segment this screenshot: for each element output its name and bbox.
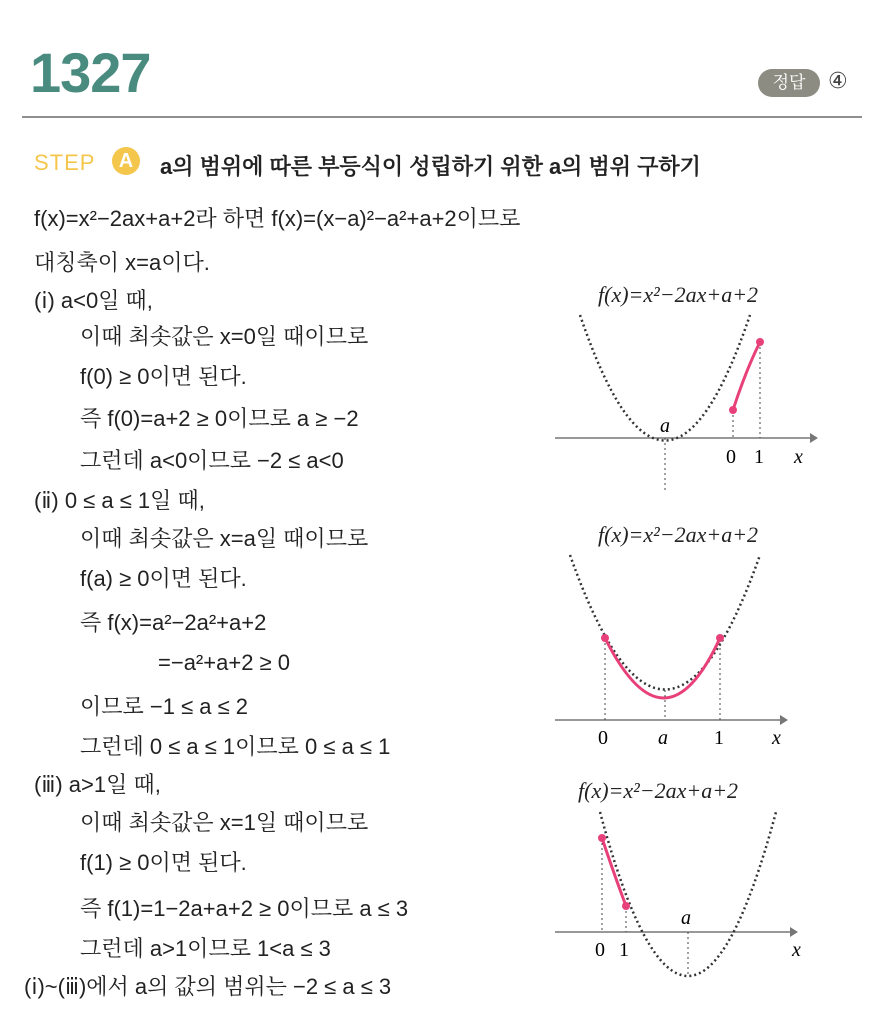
label-a: a bbox=[658, 727, 668, 749]
solution-line: f(1) ≥ 0이면 된다. bbox=[80, 850, 247, 875]
graph-3-title: f(x)=x²−2ax+a+2 bbox=[578, 778, 739, 803]
point-f0 bbox=[601, 634, 609, 642]
label-0: 0 bbox=[595, 939, 605, 961]
graph-3 bbox=[550, 802, 850, 1002]
label-0: 0 bbox=[598, 727, 608, 749]
label-1: 1 bbox=[754, 446, 764, 468]
highlighted-segment bbox=[733, 342, 760, 410]
point-f1 bbox=[716, 634, 724, 642]
solution-line: =−a²+a+2 ≥ 0 bbox=[158, 650, 290, 675]
solution-line: 이때 최솟값은 x=0일 때이므로 bbox=[80, 324, 369, 349]
solution-line: 대칭축이 x=a이다. bbox=[34, 250, 210, 275]
label-1: 1 bbox=[619, 939, 629, 961]
solution-line: 이때 최솟값은 x=1일 때이므로 bbox=[80, 810, 369, 835]
label-0: 0 bbox=[726, 446, 736, 468]
solution-line: 그런데 a>1이므로 1<a ≤ 3 bbox=[80, 936, 331, 961]
solution-line: f(x)=x²−2ax+a+2라 하면 f(x)=(x−a)²−a²+a+2이므로 bbox=[34, 206, 521, 231]
solution-line: f(0) ≥ 0이면 된다. bbox=[80, 364, 247, 389]
x-axis-arrow bbox=[810, 433, 818, 443]
graph-2-title: f(x)=x²−2ax+a+2 bbox=[598, 522, 759, 547]
solution-line: 즉 f(0)=a+2 ≥ 0이므로 a ≥ −2 bbox=[80, 406, 359, 431]
parabola-curve bbox=[570, 555, 760, 690]
graph-1-title: f(x)=x²−2ax+a+2 bbox=[598, 282, 759, 307]
point-f0 bbox=[729, 406, 737, 414]
solution-line: 즉 f(x)=a²−2a²+a+2 bbox=[80, 610, 267, 635]
point-f1 bbox=[756, 338, 764, 346]
point-f1 bbox=[622, 902, 630, 910]
label-a: a bbox=[681, 907, 691, 929]
highlighted-segment bbox=[602, 838, 626, 906]
solution-line: 즉 f(1)=1−2a+a+2 ≥ 0이므로 a ≤ 3 bbox=[80, 896, 409, 921]
x-axis-arrow bbox=[780, 715, 788, 725]
graph-2 bbox=[550, 550, 850, 760]
step-label: STEP bbox=[34, 150, 96, 175]
graph-1 bbox=[550, 310, 850, 510]
label-a: a bbox=[660, 415, 670, 437]
x-axis-arrow bbox=[790, 927, 798, 937]
solution-line: f(a) ≥ 0이면 된다. bbox=[80, 566, 247, 591]
case-heading: (ⅲ) a>1일 때, bbox=[34, 772, 161, 797]
solution-line: 이때 최솟값은 x=a일 때이므로 bbox=[80, 526, 369, 551]
case-heading: (ⅰ) a<0일 때, bbox=[34, 288, 153, 313]
solution-line: 이므로 −1 ≤ a ≤ 2 bbox=[80, 694, 249, 719]
answer-badge: 정답 bbox=[758, 69, 820, 97]
solution-line: 그런데 a<0이므로 −2 ≤ a<0 bbox=[80, 448, 344, 473]
label-1: 1 bbox=[714, 727, 724, 749]
problem-number: 1327 bbox=[30, 41, 151, 104]
label-x: x bbox=[772, 727, 781, 749]
answer-value: ④ bbox=[828, 68, 848, 93]
conclusion-line: (ⅰ)~(ⅲ)에서 a의 값의 범위는 −2 ≤ a ≤ 3 bbox=[24, 974, 392, 999]
solution-line: 그런데 0 ≤ a ≤ 1이므로 0 ≤ a ≤ 1 bbox=[80, 734, 391, 759]
label-x: x bbox=[792, 939, 801, 961]
point-f0 bbox=[598, 834, 606, 842]
label-x: x bbox=[794, 446, 803, 468]
header-divider bbox=[22, 116, 862, 118]
step-letter-badge: A bbox=[112, 147, 140, 175]
highlighted-segment bbox=[605, 638, 720, 698]
step-title: a의 범위에 따른 부등식이 성립하기 위한 a의 범위 구하기 bbox=[160, 154, 701, 179]
case-heading: (ⅱ) 0 ≤ a ≤ 1일 때, bbox=[34, 488, 205, 513]
